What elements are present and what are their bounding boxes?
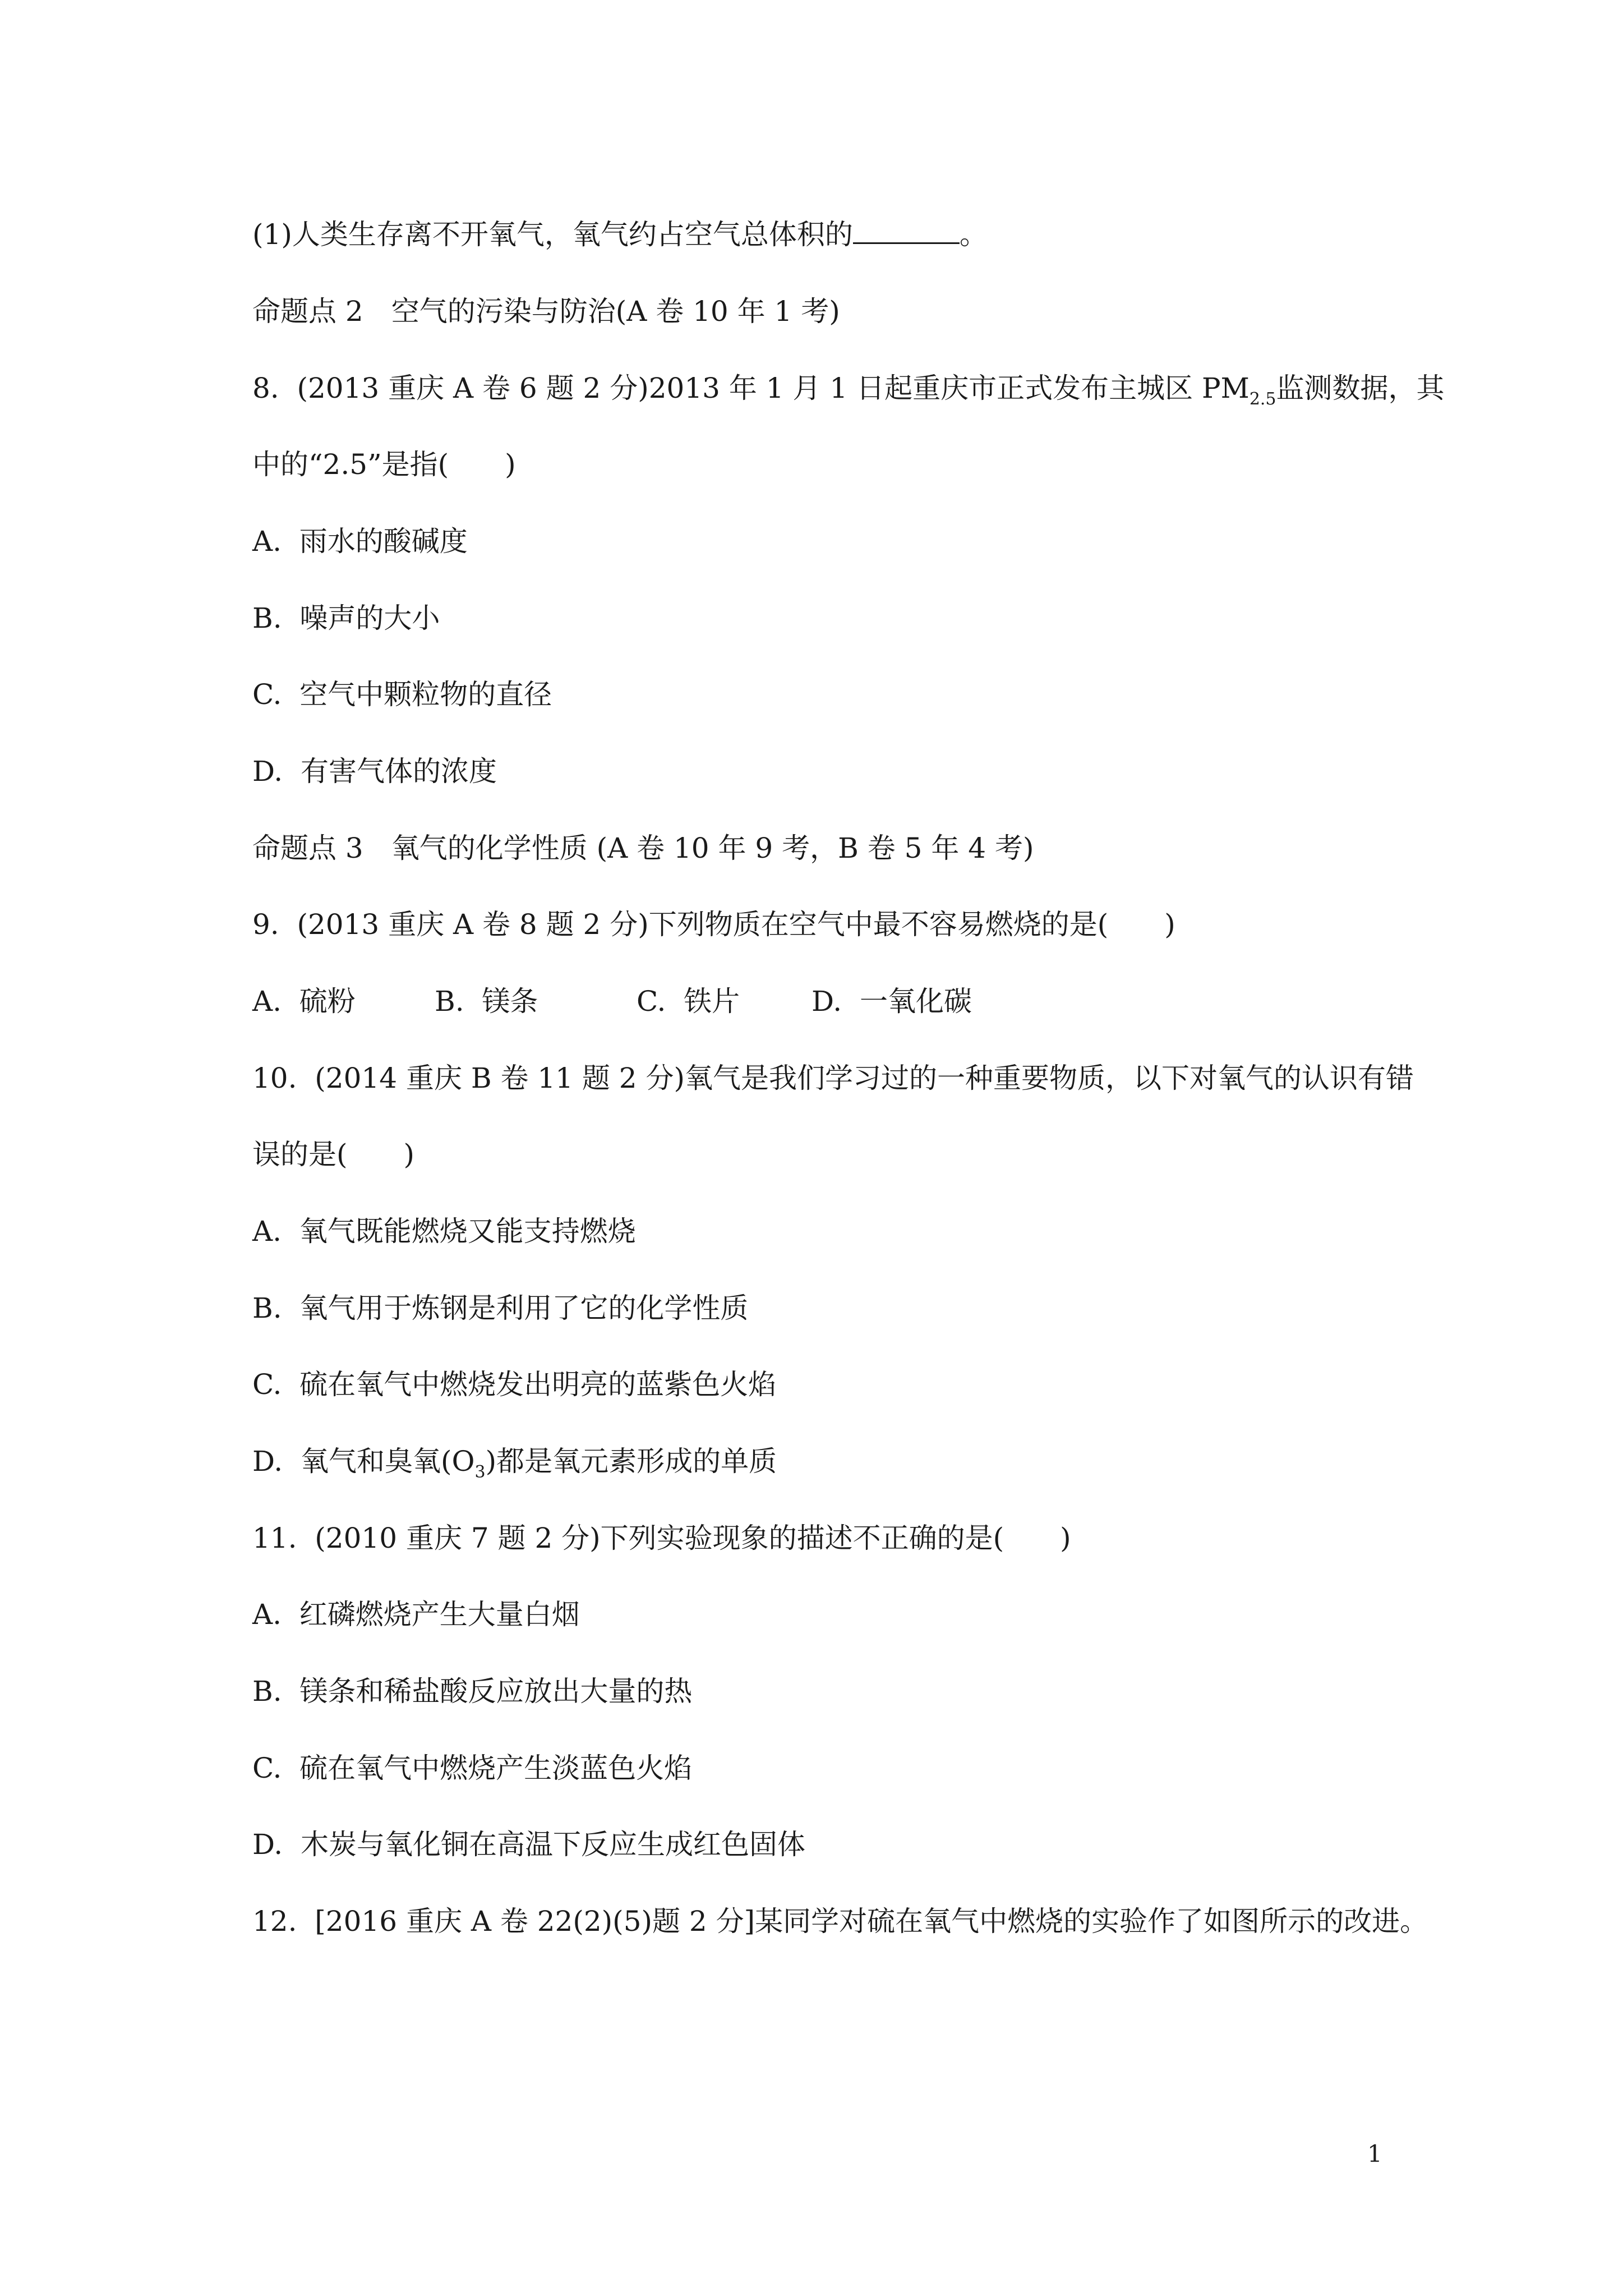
question-8-option-a: A. 雨水的酸碱度: [252, 525, 468, 558]
topic-heading-3: 命题点 3 氧气的化学性质 (A 卷 10 年 9 考，B 卷 5 年 4 考): [252, 832, 1034, 864]
question-11-option-c: C. 硫在氧气中燃烧产生淡蓝色火焰: [252, 1752, 693, 1784]
subscript: 3: [474, 1462, 486, 1482]
question-8-option-b: B. 噪声的大小: [252, 602, 440, 634]
question-9-stem: 9. (2013 重庆 A 卷 8 题 2 分)下列物质在空气中最不容易燃烧的是( ): [252, 908, 1175, 941]
question-10-stem-line-2: 误的是( ): [252, 1138, 415, 1171]
question-8-option-d: D. 有害气体的浓度: [252, 755, 497, 788]
question-8-option-c: C. 空气中颗粒物的直径: [252, 678, 552, 711]
page-number: 1: [1367, 2140, 1382, 2168]
topic-heading-2: 命题点 2 空气的污染与防治(A 卷 10 年 1 考): [252, 295, 840, 328]
question-11-option-b: B. 镁条和稀盐酸反应放出大量的热: [252, 1675, 693, 1708]
question-11-option-a: A. 红磷燃烧产生大量白烟: [252, 1598, 580, 1631]
question-11-option-d: D. 木炭与氧化铜在高温下反应生成红色固体: [252, 1828, 805, 1861]
question-9-option-d: D. 一氧化碳: [811, 985, 972, 1018]
question-10-option-c: C. 硫在氧气中燃烧发出明亮的蓝紫色火焰: [252, 1368, 777, 1401]
question-12-stem: 12. [2016 重庆 A 卷 22(2)(5)题 2 分]某同学对硫在氧气中燃烧的实验作了如图所示的改进。: [252, 1905, 1428, 1938]
question-9-option-b: B. 镁条: [435, 985, 538, 1018]
question-9-options: [252, 984, 1374, 1018]
question-8-stem-line-1: 8. (2013 重庆 A 卷 6 题 2 分)2013 年 1 月 1 日起重庆市正式发布主城区 $PM_{2.5}$监测数据，其: [252, 372, 1445, 409]
question-11-stem: 11. (2010 重庆 7 题 2 分)下列实验现象的描述不正确的是( ): [252, 1522, 1071, 1554]
question-8-stem-line-2: 中的“2.5”是指( ): [252, 448, 516, 481]
question-10-option-d: D. 氧气和臭氧$(O_3)$都是氧元素形成的单质: [252, 1445, 777, 1482]
question-9-option-a: A. 硫粉: [252, 985, 356, 1018]
question-9-option-c: C. 铁片: [637, 985, 740, 1018]
question-10-option-b: B. 氧气用于炼钢是利用了它的化学性质: [252, 1292, 749, 1324]
subscript: 2.5: [1249, 389, 1276, 409]
question-10-stem-line-1: 10. (2014 重庆 B 卷 11 题 2 分)氧气是我们学习过的一种重要物质，以下对氧气的认识有错: [252, 1062, 1414, 1094]
question-7-part-1: (1)人类生存离不开氧气，氧气约占空气总体积的 。: [252, 218, 988, 251]
answer-blank: [853, 218, 960, 244]
question-10-option-a: A. 氧气既能燃烧又能支持燃烧: [252, 1215, 636, 1248]
